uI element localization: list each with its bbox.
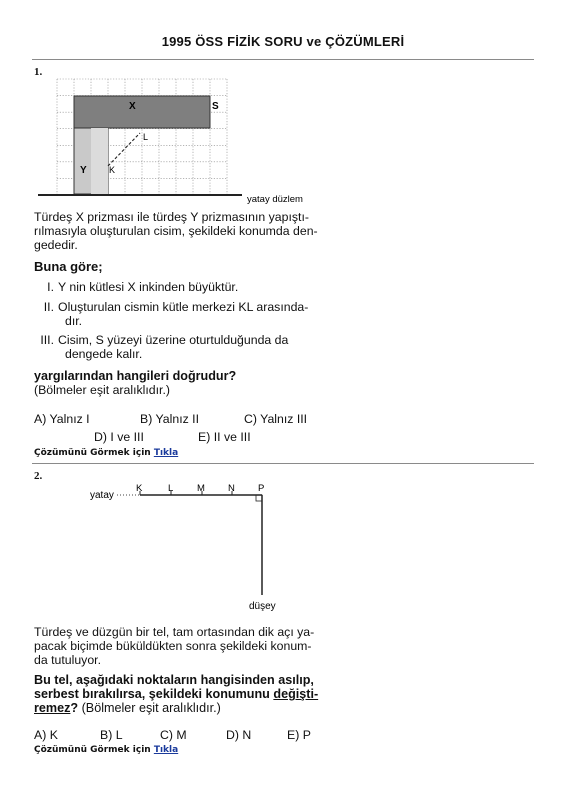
q1-option-d: D) I ve III <box>94 430 144 444</box>
point-n: N <box>228 483 235 494</box>
q2-question-line: serbest bırakılırsa, şekildeki konumunu <box>34 687 274 701</box>
q1-option-c: C) Yalnız III <box>244 412 308 426</box>
q1-note: (Bölmeler eşit aralıklıdır.) <box>34 383 170 397</box>
q1-figure <box>0 0 566 210</box>
label-x: X <box>129 101 136 112</box>
q1-lead: Buna göre; <box>34 259 103 274</box>
solution-text: Çözümünü Görmek için <box>34 745 154 755</box>
q2-option-e: E) P <box>287 728 311 742</box>
q2-emphasis: değişti- <box>273 687 319 701</box>
q1-option-e: E) II ve III <box>198 430 251 444</box>
q1-statement-2 <box>38 300 308 330</box>
prism-x <box>74 96 210 128</box>
point-l: L <box>168 483 174 494</box>
point-p: P <box>258 483 265 494</box>
vertical-label: düşey <box>249 601 276 612</box>
q2-note: (Bölmeler eşit aralıklıdır.) <box>78 701 221 715</box>
q1-statement-3 <box>38 333 288 363</box>
statement-number: II. <box>43 300 54 314</box>
right-angle-mark <box>256 495 262 501</box>
q1-option-a: A) Yalnız I <box>34 412 90 426</box>
question-1-number: 1. <box>34 66 43 78</box>
point-m: M <box>197 483 205 494</box>
q1-intro-line: gededir. <box>34 238 78 252</box>
label-s: S <box>212 101 219 112</box>
q2-option-c: C) M <box>160 728 187 742</box>
q2-question-mark: ? <box>70 701 79 715</box>
page-title: 1995 ÖSS FİZİK SORU ve ÇÖZÜMLERİ <box>161 34 405 49</box>
statement-text: Oluşturulan cismin kütle merkezi KL arasında- <box>58 300 309 314</box>
point-k: K <box>136 483 143 494</box>
horizontal-label: yatay <box>90 490 114 501</box>
label-k: K <box>109 165 116 175</box>
statement-number: III. <box>40 333 54 347</box>
q2-question <box>34 673 318 715</box>
solution-link[interactable]: Tıkla <box>153 448 179 458</box>
q2-figure <box>0 460 566 620</box>
statement-text: dengede kalır. <box>65 347 143 361</box>
question-2-number: 2. <box>34 470 43 482</box>
q2-emphasis: remez <box>34 701 71 715</box>
statement-text: dır. <box>65 314 83 328</box>
q1-statement-1 <box>38 280 238 294</box>
q2-intro-line: pacak biçimde büküldükten sonra şekildeki konum- <box>34 639 312 653</box>
q2-intro-line: Türdeş ve düzgün bir tel, tam ortasından dik açı ya- <box>34 625 315 639</box>
q1-solution <box>34 448 178 458</box>
label-l: L <box>143 132 149 142</box>
q1-intro-line: Türdeş X prizması ile türdeş Y prizmasının yapıştı- <box>34 210 309 224</box>
kl-line <box>108 133 140 166</box>
q1-option-b: B) Yalnız II <box>140 412 200 426</box>
statement-text: Cisim, S yüzeyi üzerine oturtulduğunda da <box>58 333 289 347</box>
q2-solution <box>34 745 178 755</box>
q2-option-b: B) L <box>100 728 123 742</box>
solution-text: Çözümünü Görmek için <box>34 448 154 458</box>
prism-y-light <box>91 128 108 194</box>
q2-intro-line: da tutuluyor. <box>34 653 101 667</box>
statement-number: I. <box>47 280 54 294</box>
q2-option-d: D) N <box>226 728 252 742</box>
label-y: Y <box>80 165 87 176</box>
q1-question: yargılarından hangileri doğrudur? <box>34 369 237 383</box>
q2-option-a: A) K <box>34 728 58 742</box>
statement-text: Y nin kütlesi X inkinden büyüktür. <box>58 280 239 294</box>
q2-question-line: Bu tel, aşağıdaki noktaların hangisinden asılıp, <box>34 673 314 687</box>
ground-label: yatay düzlem <box>247 194 303 205</box>
solution-link[interactable]: Tıkla <box>153 745 179 755</box>
q1-intro-line: rılmasıyla oluşturulan cisim, şekildeki konumda den- <box>34 224 318 238</box>
